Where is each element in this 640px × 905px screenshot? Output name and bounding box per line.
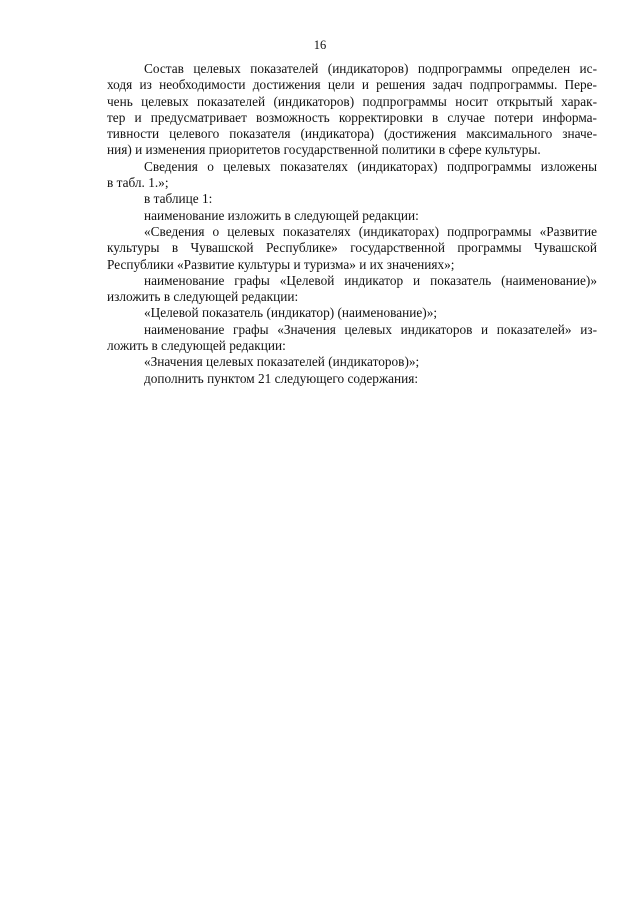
page-number: 16	[313, 38, 327, 52]
document-body	[107, 61, 597, 387]
paragraph-line: Сведения о целевых показателях (индикаторах) подпрограммы изложены	[144, 158, 597, 174]
paragraph-line: наименование изложить в следующей редакции:	[144, 207, 419, 223]
paragraph-line: «Значения целевых показателей (индикаторов)»;	[144, 354, 420, 370]
paragraph	[107, 371, 597, 387]
paragraph-line: ния) и изменения приоритетов государственной политики в сфере культуры.	[107, 142, 541, 158]
paragraph	[107, 224, 597, 273]
paragraph-line: ходя из необходимости достижения цели и решения задач подпрограммы. Пере-	[107, 77, 597, 93]
paragraph	[107, 159, 597, 192]
paragraph-line: в таблице 1:	[144, 191, 213, 207]
paragraph	[107, 191, 597, 207]
paragraph-line: Республики «Развитие культуры и туризма» и их значениях»;	[107, 256, 455, 272]
paragraph-line: культуры в Чувашской Республике» государственной программы Чувашской	[107, 240, 597, 256]
paragraph-line: «Целевой показатель (индикатор) (наименование)»;	[144, 305, 438, 321]
paragraph-line: изложить в следующей редакции:	[107, 289, 299, 305]
paragraph	[107, 322, 597, 355]
paragraph-line: в табл. 1.»;	[107, 175, 169, 191]
paragraph-line: «Сведения о целевых показателях (индикаторах) подпрограммы «Развитие	[144, 223, 597, 239]
paragraph	[107, 305, 597, 321]
paragraph-line: наименование графы «Значения целевых индикаторов и показателей» из-	[144, 321, 597, 337]
paragraph	[107, 61, 597, 159]
paragraph	[107, 208, 597, 224]
paragraph-line: ложить в следующей редакции:	[107, 338, 286, 354]
paragraph	[107, 273, 597, 306]
paragraph-line: тер и предусматривает возможность корректировки в случае потери информа-	[107, 109, 597, 125]
paragraph-line: дополнить пунктом 21 следующего содержания:	[144, 370, 419, 386]
paragraph-line: тивности целевого показателя (индикатора) (достижения максимального значе-	[107, 126, 597, 142]
paragraph	[107, 354, 597, 370]
paragraph-line: чень целевых показателей (индикаторов) подпрограммы носит открытый харак-	[107, 93, 597, 109]
paragraph-line: Состав целевых показателей (индикаторов) подпрограммы определен ис-	[144, 61, 597, 76]
paragraph-line: наименование графы «Целевой индикатор и показатель (наименование)»	[144, 272, 597, 288]
